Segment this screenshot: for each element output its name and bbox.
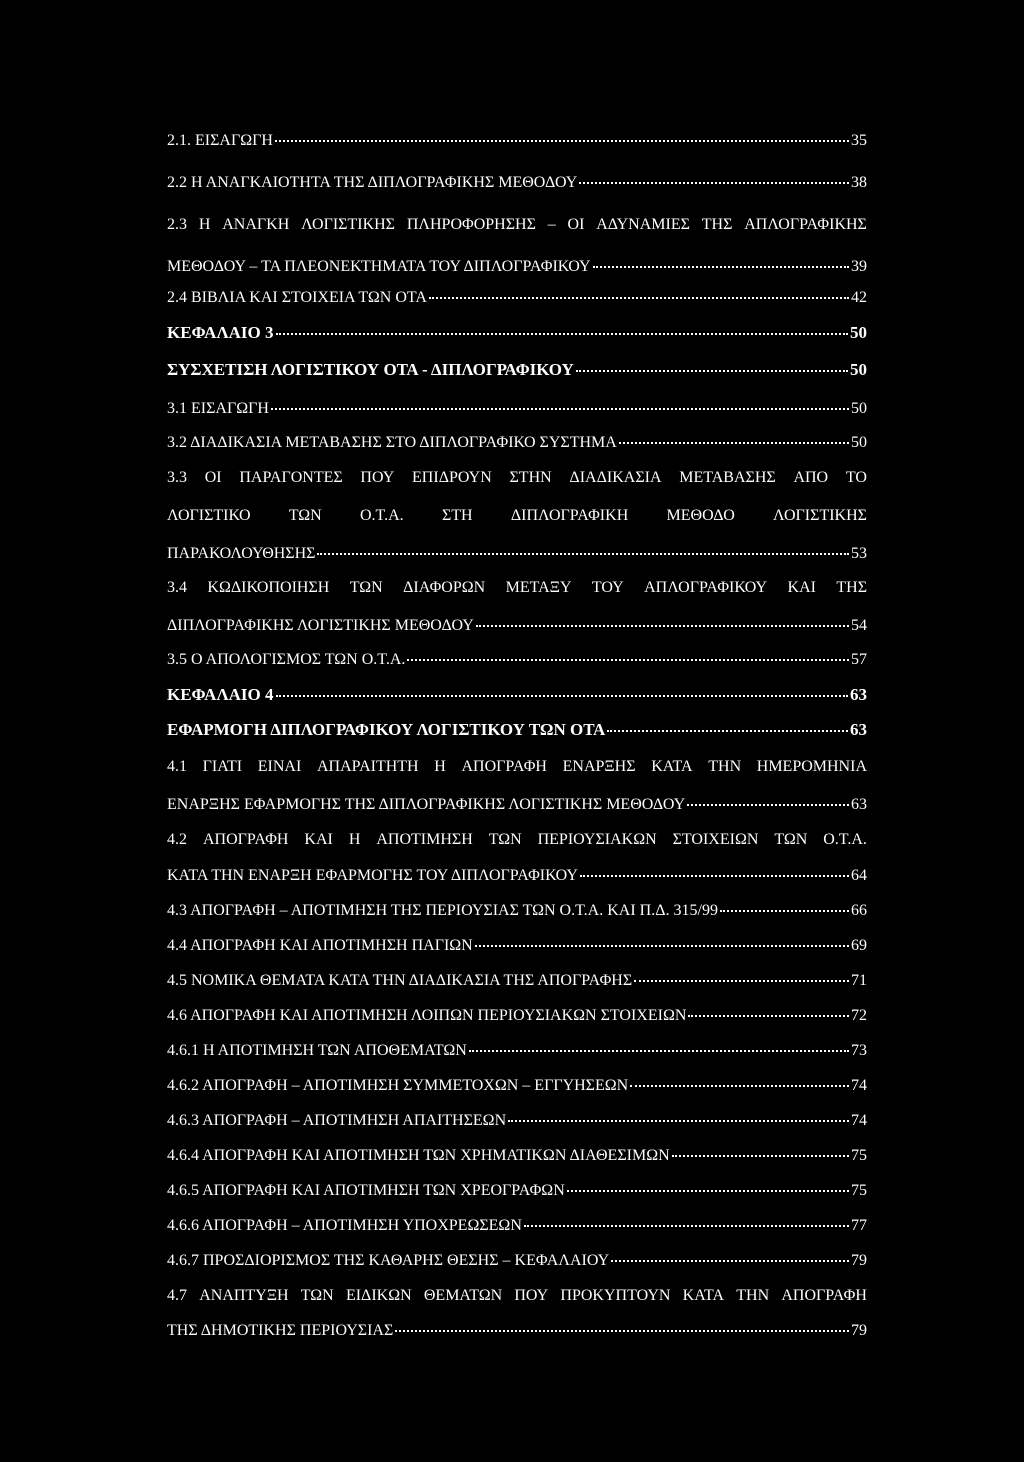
toc-entry-3-3-line1: 3.3 ΟΙ ΠΑΡΑΓΟΝΤΕΣ ΠΟΥ ΕΠΙΔΡΟΥΝ ΣΤΗΝ ΔΙΑΔΙΚΑΣΙΑ ΜΕΤΑΒΑΣΗΣ ΑΠΟ ΤΟ [167, 469, 867, 486]
dot-leader [508, 1120, 849, 1122]
dot-leader [580, 875, 849, 877]
toc-page-number: 71 [851, 972, 867, 989]
toc-entry-4-1-line1: 4.1 ΓΙΑΤΙ ΕΙΝΑΙ ΑΠΑΡΑΙΤΗΤΗ Η ΑΠΟΓΡΑΦΗ ΕΝΑΡΞΗΣ ΚΑΤΑ ΤΗΝ ΗΜΕΡΟΜΗΝΙΑ [167, 758, 867, 775]
toc-entry-2-4 [167, 290, 867, 324]
dot-leader [630, 1085, 849, 1087]
toc-entry-2-2 [167, 175, 867, 217]
toc-entry-4-3 [167, 903, 867, 938]
dot-leader [475, 945, 849, 947]
toc-page-number: 64 [851, 867, 867, 884]
toc-entry-2-1 [167, 133, 867, 175]
toc-page-number: 50 [851, 434, 867, 451]
toc-entry-label: 4.4 ΑΠΟΓΡΑΦΗ ΚΑΙ ΑΠΟΤΙΜΗΣΗ ΠΑΓΙΩΝ [167, 937, 473, 954]
toc-entry-4-5 [167, 973, 867, 1008]
toc-entry-4-6-6 [167, 1218, 867, 1253]
toc-entry-label: 4.3 ΑΠΟΓΡΑΦΗ – ΑΠΟΤΙΜΗΣΗ ΤΗΣ ΠΕΡΙΟΥΣΙΑΣ ΤΩΝ Ο.Τ.Α. ΚΑΙ Π.Δ. 315/99 [167, 902, 718, 919]
toc-entry-label: 4.6.1 Η ΑΠΟΤΙΜΗΣΗ ΤΩΝ ΑΠΟΘΕΜΑΤΩΝ [167, 1042, 467, 1059]
toc-entry-label: 4.5 ΝΟΜΙΚΑ ΘΕΜΑΤΑ ΚΑΤΑ ΤΗΝ ΔΙΑΔΙΚΑΣΙΑ ΤΗΣ ΑΠΟΓΡΑΦΗΣ [167, 972, 633, 989]
toc-entry-4-7 [167, 1323, 867, 1358]
dot-leader [271, 408, 849, 410]
toc-entry-label: ΤΗΣ ΔΗΜΟΤΙΚΗΣ ΠΕΡΙΟΥΣΙΑΣ [167, 1322, 394, 1339]
dot-leader [576, 370, 848, 372]
dot-leader [524, 1225, 849, 1227]
toc-page-number: 74 [851, 1112, 867, 1129]
toc-page-number: 72 [851, 1007, 867, 1024]
toc-entry-3-1 [167, 401, 867, 435]
toc-entry-4-7-line1: 4.7 ΑΝΑΠΤΥΞΗ ΤΩΝ ΕΙΔΙΚΩΝ ΘΕΜΑΤΩΝ ΠΟΥ ΠΡΟΚΥΠΤΟΥΝ ΚΑΤΑ ΤΗΝ ΑΠΟΓΡΑΦΗ [167, 1287, 867, 1304]
toc-entry-4-2 [167, 868, 867, 903]
dot-leader [687, 804, 849, 806]
toc-entry-label: ΣΥΣΧΕΤΙΣΗ ΛΟΓΙΣΤΙΚΟΥ ΟΤΑ - ΔΙΠΛΟΓΡΑΦΙΚΟΥ [167, 360, 574, 379]
dot-leader [317, 553, 849, 555]
toc-chapter-4 [167, 686, 867, 721]
toc-entry-4-6-4 [167, 1148, 867, 1183]
toc-chapter-3-title [167, 361, 867, 401]
toc-entry-label: 2.2 Η ΑΝΑΓΚΑΙΟΤΗΤΑ ΤΗΣ ΔΙΠΛΟΓΡΑΦΙΚΗΣ ΜΕΘΟΔΟΥ [167, 174, 578, 191]
dot-leader [429, 297, 849, 299]
toc-entry-label: ΚΑΤΑ ΤΗΝ ΕΝΑΡΞΗ ΕΦΑΡΜΟΓΗΣ ΤΟΥ ΔΙΠΛΟΓΡΑΦΙΚΟΥ [167, 867, 578, 884]
toc-entry-4-6-7 [167, 1253, 867, 1288]
dot-leader [634, 980, 849, 982]
toc-page-number: 63 [851, 796, 867, 813]
dot-leader [567, 1190, 849, 1192]
toc-entry-3-3 [167, 546, 867, 580]
toc-page-number: 66 [851, 902, 867, 919]
dot-leader [619, 442, 849, 444]
toc-entry-label: 4.6 ΑΠΟΓΡΑΦΗ ΚΑΙ ΑΠΟΤΙΜΗΣΗ ΛΟΙΠΩΝ ΠΕΡΙΟΥΣΙΑΚΩΝ ΣΤΟΙΧΕΙΩΝ [167, 1007, 687, 1024]
toc-entry-label: ΚΕΦΑΛΑΙΟ 4 [167, 685, 274, 704]
toc-entry-4-4 [167, 938, 867, 973]
dot-leader [579, 182, 849, 184]
toc-entry-label: 3.5 Ο ΑΠΟΛΟΓΙΣΜΟΣ ΤΩΝ Ο.Τ.Α. [167, 651, 406, 668]
toc-page-number: 75 [851, 1182, 867, 1199]
toc-entry-label: ΔΙΠΛΟΓΡΑΦΙΚΗΣ ΛΟΓΙΣΤΙΚΗΣ ΜΕΘΟΔΟΥ [167, 617, 474, 634]
toc-page-number: 39 [851, 258, 867, 275]
toc-page-number: 63 [850, 720, 867, 739]
toc-page-number: 77 [851, 1217, 867, 1234]
toc-entry-4-6-1 [167, 1043, 867, 1078]
toc-entry-label: 3.1 ΕΙΣΑΓΩΓΗ [167, 400, 269, 417]
toc-entry-label: 4.6.4 ΑΠΟΓΡΑΦΗ ΚΑΙ ΑΠΟΤΙΜΗΣΗ ΤΩΝ ΧΡΗΜΑΤΙΚΩΝ ΔΙΑΘΕΣΙΜΩΝ [167, 1147, 670, 1164]
dot-leader [611, 1260, 849, 1262]
toc-entry-3-4-line1: 3.4 ΚΩΔΙΚΟΠΟΙΗΣΗ ΤΩΝ ΔΙΑΦΟΡΩΝ ΜΕΤΑΞΥ ΤΟΥ ΑΠΛΟΓΡΑΦΙΚΟΥ ΚΑΙ ΤΗΣ [167, 579, 867, 596]
toc-entry-label: 4.6.5 ΑΠΟΓΡΑΦΗ ΚΑΙ ΑΠΟΤΙΜΗΣΗ ΤΩΝ ΧΡΕΟΓΡΑΦΩΝ [167, 1182, 565, 1199]
dot-leader [275, 140, 849, 142]
toc-entry-3-3-line2: ΛΟΓΙΣΤΙΚΟ ΤΩΝ Ο.Τ.Α. ΣΤΗ ΔΙΠΛΟΓΡΑΦΙΚΗ ΜΕΘΟΔΟ ΛΟΓΙΣΤΙΚΗΣ [167, 507, 867, 524]
dot-leader [607, 730, 848, 732]
toc-entry-label: 4.6.2 ΑΠΟΓΡΑΦΗ – ΑΠΟΤΙΜΗΣΗ ΣΥΜΜΕΤΟΧΩΝ – ΕΓΓΥΗΣΕΩΝ [167, 1077, 629, 1094]
toc-entry-label: 4.6.6 ΑΠΟΓΡΑΦΗ – ΑΠΟΤΙΜΗΣΗ ΥΠΟΧΡΕΩΣΕΩΝ [167, 1217, 522, 1234]
toc-entry-label: ΠΑΡΑΚΟΛΟΥΘΗΣΗΣ [167, 545, 316, 562]
toc-page-number: 53 [851, 545, 867, 562]
toc-page-number: 74 [851, 1077, 867, 1094]
toc-entry-label: ΚΕΦΑΛΑΙΟ 3 [167, 323, 274, 342]
dot-leader [672, 1155, 849, 1157]
toc-entry-4-6-2 [167, 1078, 867, 1113]
dot-leader [276, 333, 848, 335]
toc-chapter-4-title [167, 721, 867, 759]
toc-entry-label: ΕΝΑΡΞΗΣ ΕΦΑΡΜΟΓΗΣ ΤΗΣ ΔΙΠΛΟΓΡΑΦΙΚΗΣ ΛΟΓΙΣΤΙΚΗΣ ΜΕΘΟΔΟΥ [167, 796, 686, 813]
dot-leader [407, 659, 849, 661]
toc-page-number: 75 [851, 1147, 867, 1164]
dot-leader [593, 266, 849, 268]
toc-entry-3-2 [167, 435, 867, 470]
toc-entry-4-1 [167, 797, 867, 832]
dot-leader [395, 1330, 849, 1332]
dot-leader [688, 1015, 849, 1017]
toc-entry-2-3-line1: 2.3 Η ΑΝΑΓΚΗ ΛΟΓΙΣΤΙΚΗΣ ΠΛΗΡΟΦΟΡΗΣΗΣ – ΟΙ ΑΔΥΝΑΜΙΕΣ ΤΗΣ ΑΠΛΟΓΡΑΦΙΚΗΣ [167, 216, 867, 233]
toc-page-number: 63 [850, 685, 867, 704]
toc-page-number: 69 [851, 937, 867, 954]
toc-page-number: 50 [851, 400, 867, 417]
toc-entry-label: ΕΦΑΡΜΟΓΗ ΔΙΠΛΟΓΡΑΦΙΚΟΥ ΛΟΓΙΣΤΙΚΟΥ ΤΩΝ ΟΤΑ [167, 720, 606, 739]
toc-entry-label: 4.6.3 ΑΠΟΓΡΑΦΗ – ΑΠΟΤΙΜΗΣΗ ΑΠΑΙΤΗΣΕΩΝ [167, 1112, 507, 1129]
dot-leader [469, 1050, 849, 1052]
toc-entry-label: 4.6.7 ΠΡΟΣΔΙΟΡΙΣΜΟΣ ΤΗΣ ΚΑΘΑΡΗΣ ΘΕΣΗΣ – ΚΕΦΑΛΑΙΟΥ [167, 1252, 610, 1269]
toc-entry-3-5 [167, 652, 867, 686]
toc-entry-label: 3.2 ΔΙΑΔΙΚΑΣΙΑ ΜΕΤΑΒΑΣΗΣ ΣΤΟ ΔΙΠΛΟΓΡΑΦΙΚΟ ΣΥΣΤΗΜΑ [167, 434, 617, 451]
toc-page-number: 79 [851, 1252, 867, 1269]
toc-entry-label: 2.4 ΒΙΒΛΙΑ ΚΑΙ ΣΤΟΙΧΕΙΑ ΤΩΝ ΟΤΑ [167, 289, 427, 306]
toc-entry-2-3 [167, 259, 867, 290]
toc-page-number: 54 [851, 617, 867, 634]
toc-entry-4-6-5 [167, 1183, 867, 1218]
toc-chapter-3 [167, 324, 867, 361]
toc-page-number: 35 [851, 132, 867, 149]
toc-entry-4-2-line1: 4.2 ΑΠΟΓΡΑΦΗ ΚΑΙ Η ΑΠΟΤΙΜΗΣΗ ΤΩΝ ΠΕΡΙΟΥΣΙΑΚΩΝ ΣΤΟΙΧΕΙΩΝ ΤΩΝ Ο.Τ.Α. [167, 831, 867, 848]
toc-entry-label: ΜΕΘΟΔΟΥ – ΤΑ ΠΛΕΟΝΕΚΤΗΜΑΤΑ ΤΟΥ ΔΙΠΛΟΓΡΑΦΙΚΟΥ [167, 258, 591, 275]
toc-page-number: 50 [850, 323, 867, 342]
toc-page-number: 50 [850, 360, 867, 379]
dot-leader [276, 695, 848, 697]
table-of-contents [167, 133, 867, 1358]
dot-leader [476, 625, 849, 627]
toc-page-number: 73 [851, 1042, 867, 1059]
toc-page-number: 79 [851, 1322, 867, 1339]
toc-page-number: 38 [851, 174, 867, 191]
toc-entry-4-6 [167, 1008, 867, 1043]
toc-entry-4-6-3 [167, 1113, 867, 1148]
toc-page-number: 42 [851, 289, 867, 306]
toc-entry-3-4 [167, 618, 867, 652]
dot-leader [720, 910, 849, 912]
toc-page-number: 57 [851, 651, 867, 668]
toc-entry-label: 2.1. ΕΙΣΑΓΩΓΗ [167, 132, 273, 149]
